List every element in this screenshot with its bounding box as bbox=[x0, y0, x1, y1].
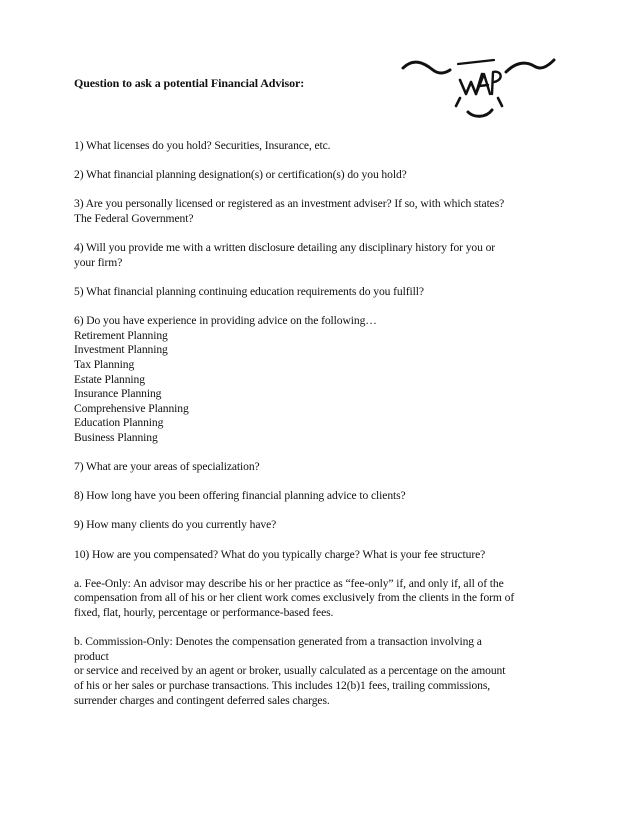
question-3 bbox=[74, 197, 574, 226]
question-2 bbox=[74, 168, 574, 183]
question-line: 7) What are your areas of specialization? bbox=[74, 460, 260, 474]
planning-list-item: Estate Planning bbox=[74, 372, 145, 386]
question-8 bbox=[74, 489, 574, 504]
planning-list-item: Comprehensive Planning bbox=[74, 401, 189, 415]
question-line: 4) Will you provide me with a written disclosure detailing any disciplinary history for you or bbox=[74, 241, 496, 255]
paragraph-line: or service and received by an agent or broker, usually calculated as a percentage on the amount bbox=[74, 664, 506, 678]
question-line: 6) Do you have experience in providing advice on the following… bbox=[74, 314, 377, 328]
planning-list-item: Tax Planning bbox=[74, 357, 135, 371]
question-line: 5) What financial planning continuing education requirements do you fulfill? bbox=[74, 284, 424, 298]
question-1 bbox=[74, 139, 574, 154]
fee-only-paragraph bbox=[74, 577, 574, 621]
question-line: The Federal Government? bbox=[74, 211, 194, 225]
planning-list-item: Education Planning bbox=[74, 416, 164, 430]
question-line: 3) Are you personally licensed or registered as an investment adviser? If so, with which states? bbox=[74, 197, 505, 211]
question-line: 1) What licenses do you hold? Securities, Insurance, etc. bbox=[74, 139, 331, 152]
question-line: 8) How long have you been offering financial planning advice to clients? bbox=[74, 489, 406, 503]
paragraph-line: b. Commission-Only: Denotes the compensation generated from a transaction involving a bbox=[74, 635, 482, 649]
question-5 bbox=[74, 285, 574, 300]
question-6 bbox=[74, 314, 574, 445]
planning-list-item: Retirement Planning bbox=[74, 328, 168, 342]
paragraph-line: of his or her sales or purchase transactions. This includes 12(b)1 fees, trailing commissions, bbox=[74, 678, 491, 692]
question-line: your firm? bbox=[74, 255, 123, 269]
planning-list-item: Investment Planning bbox=[74, 343, 168, 357]
planning-list-item: Business Planning bbox=[74, 430, 158, 444]
question-10 bbox=[74, 548, 574, 563]
question-9 bbox=[74, 518, 574, 533]
question-7 bbox=[74, 460, 574, 475]
wap-handwritten-logo-icon bbox=[398, 50, 558, 120]
commission-only-paragraph bbox=[74, 635, 574, 708]
paragraph-line: a. Fee-Only: An advisor may describe his or her practice as “fee-only” if, and only if, all of the bbox=[74, 576, 504, 590]
question-4 bbox=[74, 241, 574, 270]
question-line: 10) How are you compensated? What do you typically charge? What is your fee structure? bbox=[74, 547, 486, 561]
paragraph-line: product bbox=[74, 649, 109, 663]
paragraph-line: compensation from all of his or her client work comes exclusively from the clients in the form of bbox=[74, 591, 515, 605]
planning-list-item: Insurance Planning bbox=[74, 387, 162, 401]
question-line: 9) How many clients do you currently have? bbox=[74, 518, 277, 532]
question-list bbox=[74, 139, 574, 723]
paragraph-line: surrender charges and contingent deferred sales charges. bbox=[74, 693, 330, 707]
question-line: 2) What financial planning designation(s) or certification(s) do you hold? bbox=[74, 168, 407, 182]
paragraph-line: fixed, flat, hourly, percentage or performance-based fees. bbox=[74, 606, 334, 619]
page-title: Question to ask a potential Financial Advisor: bbox=[74, 76, 305, 90]
